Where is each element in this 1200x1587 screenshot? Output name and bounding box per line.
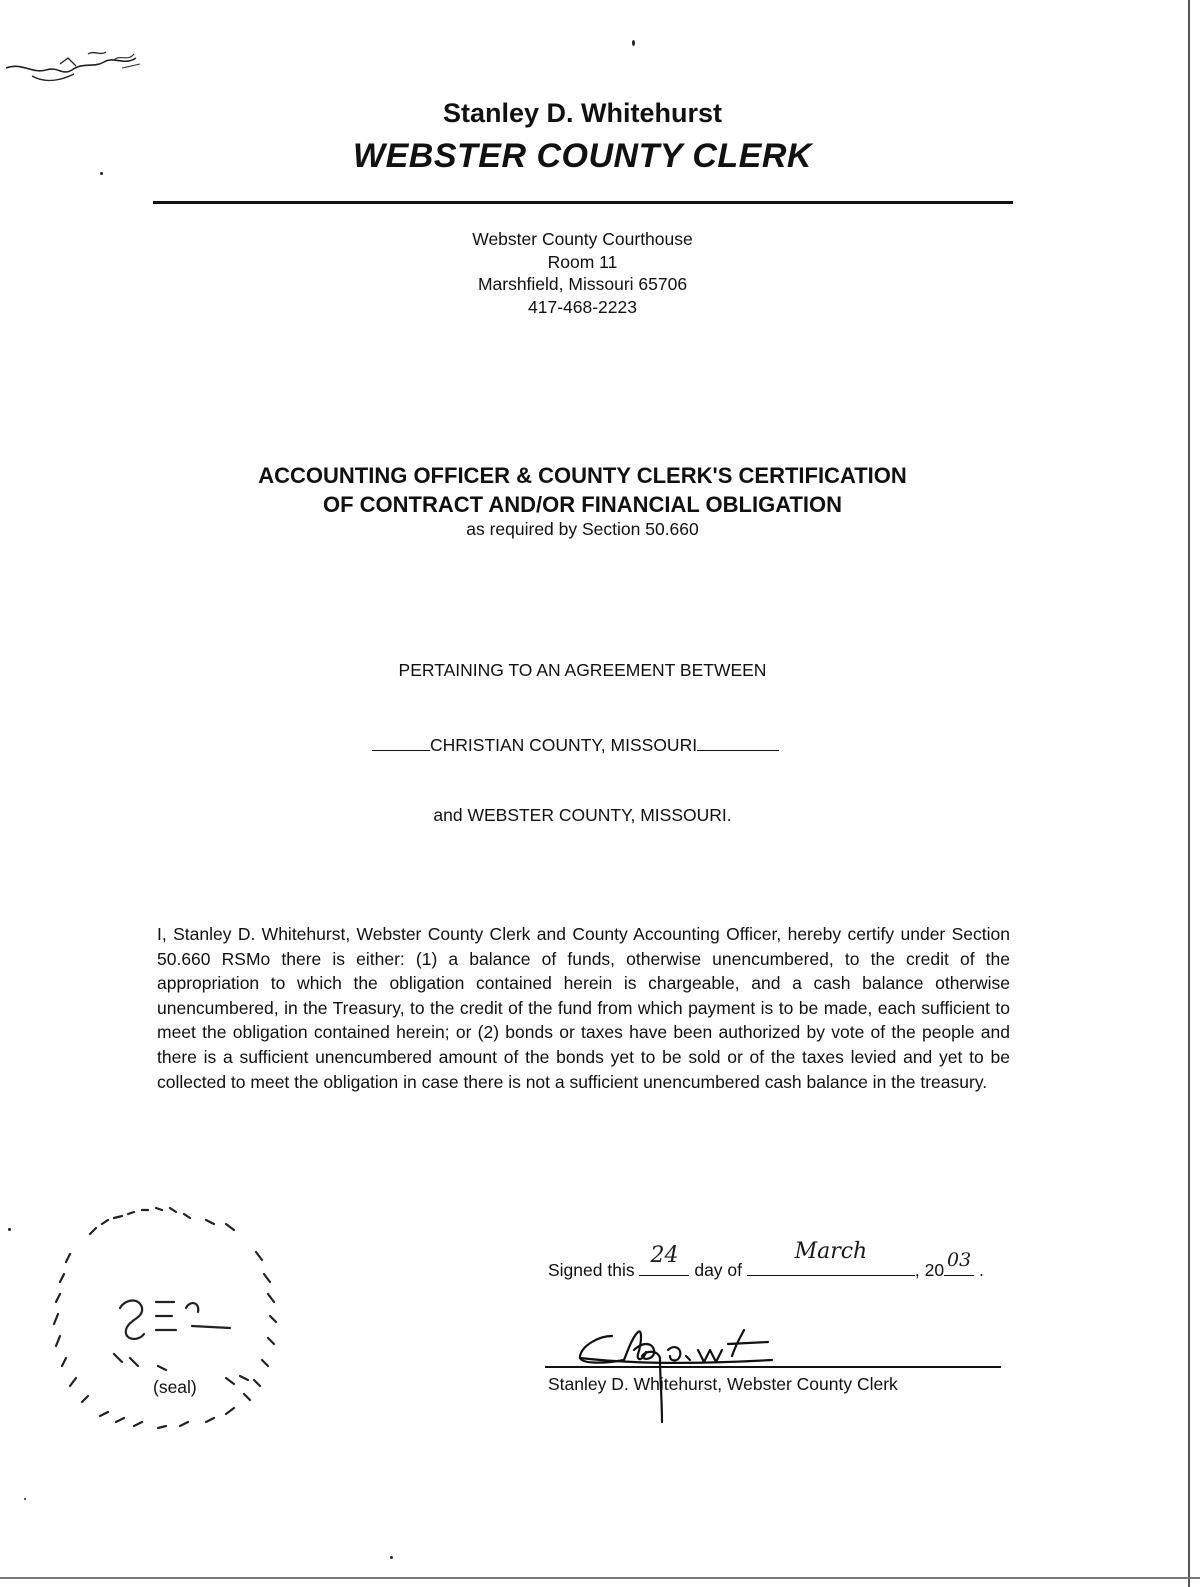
clerk-name: Stanley D. Whitehurst [442,98,723,128]
month-field [747,1239,915,1276]
month-value: March [794,1239,868,1264]
year-field [944,1249,974,1276]
day-field [639,1243,689,1276]
signed-prefix: Signed this [548,1260,635,1280]
scan-speck [24,1498,26,1500]
second-party: and WEBSTER COUNTY, MISSOURI. [433,805,732,825]
phone-number: 417-468-2223 [528,296,637,317]
agreement-heading: PERTAINING TO AN AGREEMENT BETWEEN [398,660,767,680]
seal-label: (seal) [153,1377,197,1397]
scan-edge-bottom [0,1577,1200,1579]
office-title: WEBSTER COUNTY CLERK [353,137,812,175]
certification-title [0,461,1165,519]
scan-edge-right [1188,0,1190,1587]
day-of-label: day of [694,1260,743,1280]
address-line: Marshfield, Missouri 65706 [477,274,688,294]
county-seal-stamp [30,1190,300,1450]
certification-title-line: OF CONTRACT AND/OR FINANCIAL OBLIGATION [323,492,842,517]
margin-scribble [2,40,152,100]
header-divider [153,201,1013,204]
date-period: . [978,1260,984,1280]
signed-date-line [548,1239,984,1281]
year-prefix: , 20 [914,1260,945,1280]
address-block [0,228,1165,318]
certification-body: I, Stanley D. Whitehurst, Webster County Clerk and County Accounting Officer, hereby certify under Section 50.660 RSMo there is either: (1) a balance of funds, otherwise unencumbered, to the credit of the appropriation to which the obligation contained herein is chargeable, and a cash balance otherwise unencumbered, in the Treasury, to the credit of the fund from which payment is to be made, each sufficient to meet the obligation contained herein; or (2) bonds or taxes have been authorized by vote of the people and there is a sufficient unencumbered amount of the bonds yet to be sold or of the taxes levied and yet to be collected to meet the obligation in case there is not a sufficient unencumbered cash balance in the treasury. [157,924,1010,1092]
certification-subtitle: as required by Section 50.660 [466,519,699,539]
year-value: 03 [947,1249,972,1271]
party-name: CHRISTIAN COUNTY, MISSOURI [430,735,698,755]
agreement-party [372,735,779,756]
scan-speck [632,40,635,46]
address-line: Room 11 [547,251,618,272]
scan-speck [390,1556,393,1559]
blank-line [372,750,430,751]
signature-caption: Stanley D. Whitehurst, Webster County Clerk [548,1374,898,1394]
signature-line [545,1366,1001,1368]
certification-title-line: ACCOUNTING OFFICER & COUNTY CLERK'S CERTIFICATION [258,463,907,488]
blank-line [697,750,779,751]
address-line: Webster County Courthouse [472,229,693,249]
scan-speck [8,1228,11,1231]
day-value: 24 [650,1243,679,1268]
